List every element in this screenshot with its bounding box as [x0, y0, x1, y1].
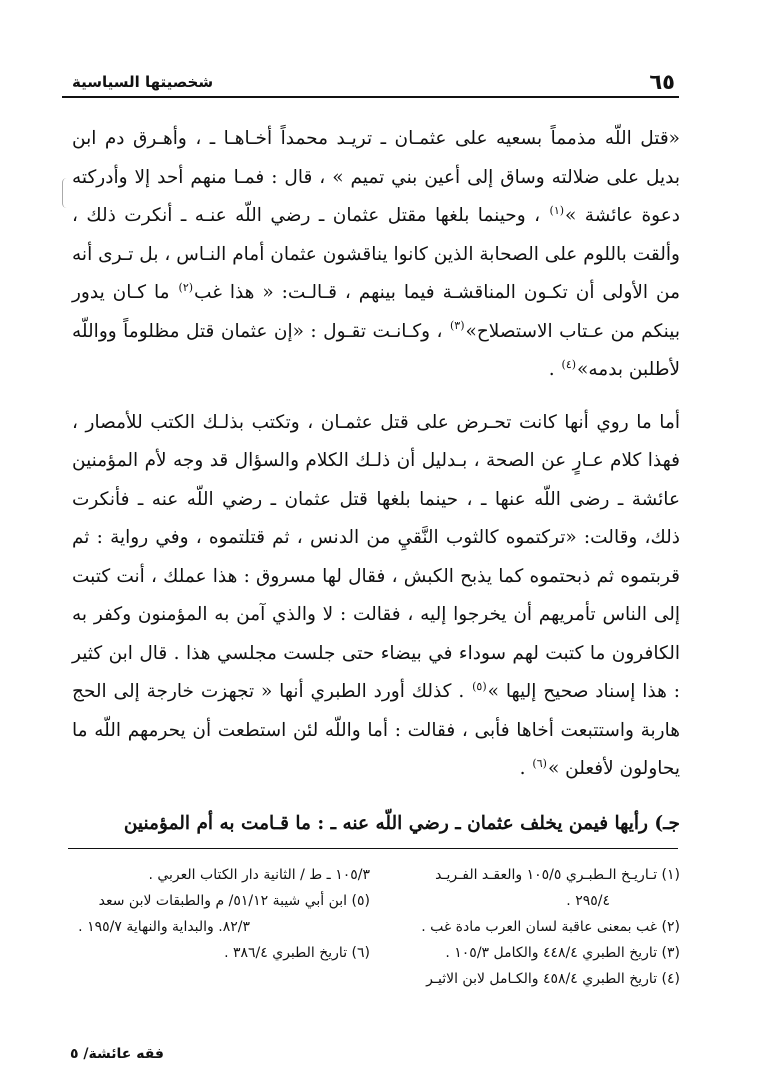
footnote-4-continued: ١٠٥/٣ ـ ط / الثانية دار الكتاب العربي .	[148, 867, 370, 883]
footnote-4: (٤) تاريخ الطبري ٤٥٨/٤ والكـامل لابن الاثيـر	[426, 971, 680, 987]
footnote-rule	[68, 848, 678, 849]
page-header	[72, 70, 677, 96]
footnotes	[70, 862, 680, 1022]
footnote-ref-6: (٦)	[532, 756, 547, 770]
para1-text-2: ، وحينما بلغها مقتل عثمان ـ رضي اللّه عنـه ـ أنكرت ذلك ، وألقت باللوم على الصحابة الذين كانوا يناقشون عثمان أمام النـاس ، بل تـرى أنه من الأولى أن تكـون المناقشـة فيما بينهم ، قـالـت: « هذا غب	[72, 205, 680, 303]
footnote-ref-1: (١)	[549, 203, 565, 217]
para1-text-3: ما كـان يدور بينكم من عـتاب الاستصلاح»	[72, 282, 680, 342]
body-text	[72, 120, 680, 843]
paragraph-2	[72, 404, 680, 789]
margin-bracket-mark	[62, 178, 71, 208]
footnote-ref-2: (٢)	[178, 280, 194, 294]
footnote-5-continued: ٨٢/٣. والبداية والنهاية ١٩٥/٧ .	[78, 919, 250, 935]
footnote-1-continued: ٢٩٥/٤ .	[566, 893, 610, 909]
section-heading-c: جـ) رأيها فيمن يخلف عثمان ـ رضي اللّه عنه ـ : ما قـامت به أم المؤمنين	[123, 812, 680, 834]
running-title: شخصيتها السياسية	[72, 73, 214, 91]
paragraph-1	[72, 120, 680, 390]
page-footer-signature: فقه عائشة/ ٥	[70, 1046, 164, 1062]
footnote-3: (٣) تاريخ الطبري ٤٤٨/٤ والكامل ١٠٥/٣ .	[445, 945, 680, 961]
footnote-5: (٥) ابن أبي شيبة ٥١/١٢/ م والطبقات لابن سعد	[98, 893, 370, 909]
footnote-1: (١) تـاريـخ الـطبـري ١٠٥/٥ والعقـد الفـريـد	[435, 867, 680, 883]
footnote-ref-5: (٥)	[472, 679, 487, 693]
para1-text-5: .	[548, 359, 561, 380]
header-rule	[62, 96, 679, 98]
para1-text-4: ، وكـانـت تقـول : «إن عثمان قتل مظلوماً وواللّه لأطلبن بدمه»	[72, 320, 680, 380]
footnotes-left-column	[70, 862, 370, 966]
para2-text-1: أما ما روي أنها كانت تحـرض على قتل عثمـان ، وتكتب بذلـك الكتب للأمصار ، فهذا كلام عـارٍ عن الصحة ، بـدليل أن ذلـك الكلام والسؤال قد وجه لأم المؤمنين عائشة ـ رضى اللّه عنها ـ ، حينما بلغها قتل عثمان ـ رضي اللّه عنه ـ فأنكرت ذلك، وقالت: «تركتموه كالثوب النَّقيِ من الدنس ، ثم قتلتموه ، وفي رواية : ثم قربتموه ثم ذبحتموه كما يذبح الكبش ، فقال لها مسروق : هذا عملك ، أنت كتبت إلى الناس تأمريهم أن يخرجوا إليه ، فقالت : لا والذي آمن به المؤمنون وكفر به الكافرون ما كتبت لهم سوداء في بيضاء حتى جلست مجلسي هذا . قال ابن كثير : هذا إسناد صحيح إليها »	[72, 411, 680, 702]
footnote-ref-3: (٣)	[450, 319, 465, 333]
para1-text-1: «قتل اللّه مذمماً بسعيه على عثمـان ـ تريـد محمداً أخـاهـا ـ ، وأهـرق دم ابن بديل على ضلالته وساق إلى أعين بني تميم » ، قال : فمـا منهم أحد إلا وأدركته دعوة عائشة »	[72, 128, 680, 226]
footnote-ref-4: (٤)	[561, 357, 577, 371]
para2-text-3: .	[519, 758, 532, 779]
footnotes-right-column	[380, 862, 680, 992]
footnote-6: (٦) تاريخ الطبري ٣٨٦/٤ .	[224, 945, 370, 961]
footnote-2: (٢) غب بمعنى عاقبة لسان العرب مادة غب .	[421, 919, 680, 935]
page-number: ٦٥	[649, 70, 675, 94]
para2-text-2: . كذلك أورد الطبري أنها « تجهزت خارجة إلى الحج هاربة واستتبعت أخاها فأبى ، فقالت : أما واللّه لئن استطعت أن يحرمهم اللّه ما يحاولون لأفعلن »	[72, 681, 680, 779]
